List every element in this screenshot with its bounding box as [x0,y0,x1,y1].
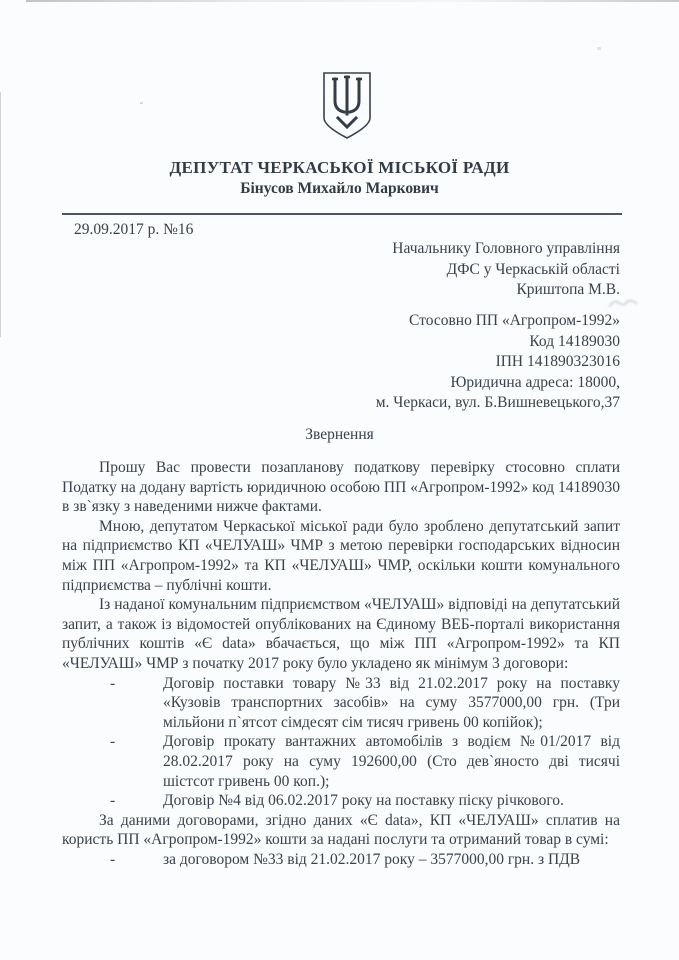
subject-line: Код 14189030 [529,332,620,350]
contract-text: Договір прокату вантажних автомобілів з водієм №01/2017 від 28.02.2017 року на суму 192600,00 (Сто дев`яносто дві тисячі шістсот гривень 00 коп.); [163,733,620,790]
paragraph: Із наданої комунальним підприємством «ЧЕЛУАШ» відповіді на депутатський запит, а також із відомостей опублікованих на Єдиному ВЕБ-порталі використання публічних коштів «Є data» вбачається, що між ПП «Агропром-1992» та КП «ЧЕЛУАШ» ЧМР з початку 2017 року було укладено як мінімум 3 договори: [62,596,620,672]
scan-speck [597,47,601,50]
contract-item [62,791,620,811]
subject-block [62,311,620,414]
document-title: Звернення [305,426,374,443]
payment-item [62,850,620,870]
contract-item [62,732,620,791]
subject-line: Юридична адреса: 18000, [450,373,620,391]
subject-line: м. Черкаси, вул. Б.Вишневецького,37 [375,394,620,411]
payment-text: за договором №33 від 21.02.2017 року – 3577000,00 грн. з ПДВ [163,850,581,868]
subject-line: ІПН 141890323016 [495,353,620,370]
recipient-line: Криштопа М.В. [516,281,620,298]
recipient-line: Начальнику Головного управління [392,240,620,257]
scan-speck [140,102,143,104]
date-and-number: 29.09.2017 р. №16 [74,221,194,238]
list-dash: - [110,674,116,692]
contract-text: Договір №4 від 06.02.2017 року на поставку піску річкового. [163,792,564,810]
org-title: ДЕПУТАТ ЧЕРКАСЬКОЇ МІСЬКОЇ РАДИ [169,158,510,177]
deputy-name: Бінусов Михайло Маркович [240,180,439,197]
recipient-line: ДФС у Черкаській області [446,260,620,278]
list-dash: - [110,792,116,810]
paragraph: Прошу Вас провести позапланову податкову перевірку стосовно сплати Податку на додану вартість юридичною особою ПП «Агропром-1992» код 14189030 в зв`язку з наведеними нижче фактами. [62,459,620,516]
contract-item [62,674,620,733]
ukraine-trident-emblem [321,71,373,141]
scan-edge-top [26,0,679,2]
paragraph: Мною, депутатом Черкаської міської ради було зроблено депутатський запит на підприємство КП «ЧЕЛУАШ» ЧМР з метою перевірки господарських відносин між ПП «Агропром-1992» та КП «ЧЕЛУАШ» ЧМР, оскільки кошти комунального підприємства – публічні кошти. [62,517,620,594]
list-dash: - [110,850,116,868]
subject-line: Стосовно ПП «Агропром-1992» [409,312,620,329]
paragraph: За даними договорами, згідно даних «Є data», КП «ЧЕЛУАШ» сплатив на користь ПП «Агропром-1992» кошти за надані послуги та отриманий товар в сумі: [62,811,620,849]
scan-edge-left [0,92,1,337]
contract-text: Договір поставки товару №33 від 21.02.2017 року на поставку «Кузовів транспортних засобів» на суму 3577000,00 грн. (Три мільйони п`ятсот сімдесят сім тисяч гривень 00 копійок); [163,674,620,731]
document-body [62,458,620,869]
header-divider [62,213,622,215]
recipient-block [62,239,620,301]
list-dash: - [110,733,116,751]
